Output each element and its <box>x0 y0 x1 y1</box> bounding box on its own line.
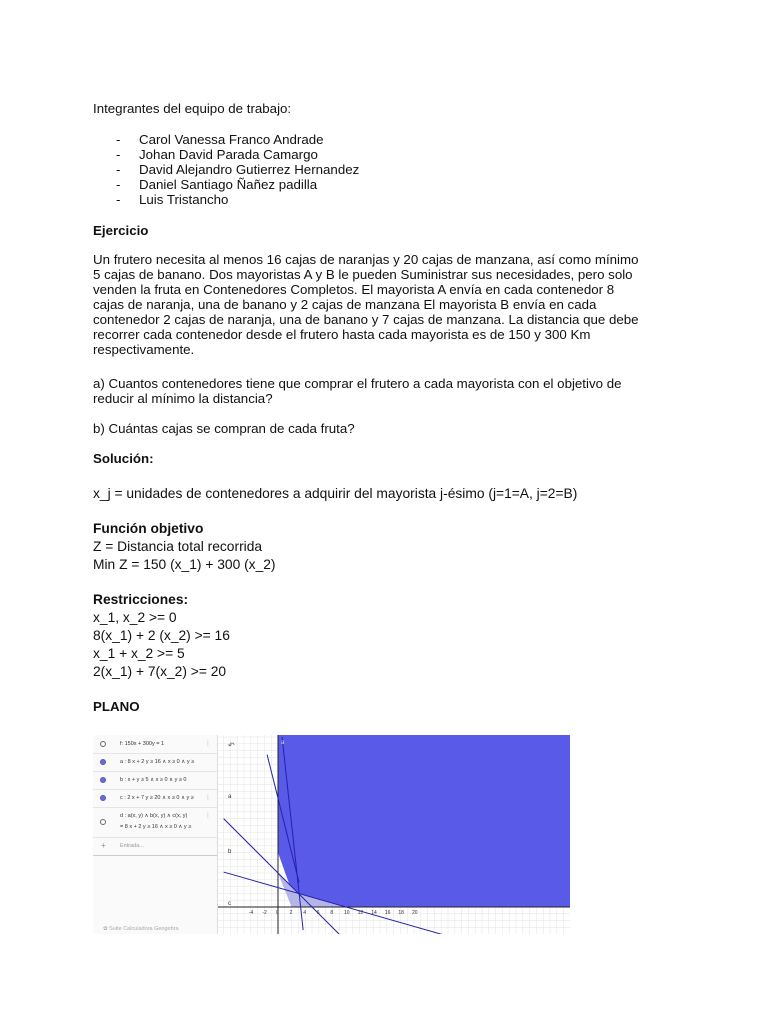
algebra-row[interactable] <box>93 753 217 772</box>
member-name: Luis Tristancho <box>139 192 229 207</box>
x-tick-label: 16 <box>384 910 391 916</box>
algebra-row[interactable] <box>93 789 217 808</box>
constraint-line: x_1, x_2 >= 0 <box>93 610 177 625</box>
x-tick-label: 20 <box>412 910 418 916</box>
algebra-panel <box>93 735 218 934</box>
x-tick-label: 18 <box>398 910 404 916</box>
algebra-expression: f: 150x + 300y = 1 <box>120 741 165 747</box>
statement-line: venden la fruta en Contenedores Completos. El mayorista A envía en cada contenedor 8 <box>93 282 615 297</box>
algebra-expression: d : a(x, y) ∧ b(x, y) ∧ c(x, y) <box>120 813 188 819</box>
x-tick-label: 4 <box>303 910 306 916</box>
x-tick-label: 12 <box>357 910 364 916</box>
constraints-heading: Restricciones: <box>93 592 189 607</box>
x-tick-label: 2 <box>289 910 293 916</box>
more-menu-icon[interactable]: ⋮ <box>205 813 211 819</box>
statement-line: 5 cajas de banano. Dos mayoristas A y B le pueden Suministrar sus necesidades, pero solo <box>93 267 633 282</box>
bullet-dash: - <box>116 147 121 162</box>
x-tick-label: -4 <box>248 910 254 916</box>
visibility-toggle-icon[interactable] <box>100 795 106 801</box>
question-line: a) Cuantos contenedores tiene que comprar el frutero a cada mayorista con el objetivo de <box>93 376 622 391</box>
question-line: reducir al mínimo la distancia? <box>93 391 273 406</box>
plane-heading: PLANO <box>93 699 140 714</box>
x-tick-label: -2 <box>262 910 267 916</box>
question-b: b) Cuántas cajas se compran de cada fruta? <box>93 421 355 436</box>
statement-line: cajas de naranja, una de banano y 2 cajas de manzana El mayorista B envía en cada <box>93 297 597 312</box>
plus-icon[interactable]: + <box>101 841 106 850</box>
constraint-line: x_1 + x_2 >= 5 <box>93 646 185 661</box>
algebra-row[interactable] <box>93 807 217 838</box>
x-tick-label: 0 <box>276 910 279 916</box>
statement-line: recorrer cada contenedor desde el frutero hasta cada mayorista es de 150 y 300 Km <box>93 327 591 342</box>
x-tick-label: 8 <box>330 910 334 916</box>
constraint-line: 2(x_1) + 7(x_2) >= 20 <box>93 664 227 679</box>
y-axis-letter: a <box>281 740 285 746</box>
graphics-view[interactable] <box>218 735 570 934</box>
algebra-expression: b : x + y ≥ 5 ∧ x ≥ 0 ∧ y ≥ 0 <box>120 777 187 783</box>
team-heading: Integrantes del equipo de trabajo: <box>93 101 292 116</box>
undo-icon[interactable]: ↶ <box>228 741 235 750</box>
algebra-row[interactable] <box>93 735 217 754</box>
footer-label: Suite Calculadora Geogebra <box>109 926 179 932</box>
bullet-dash: - <box>116 177 121 192</box>
objective-heading: Función objetivo <box>93 521 204 536</box>
app-footer <box>103 926 179 932</box>
x-tick-label: 10 <box>344 910 350 916</box>
bullet-dash: - <box>116 192 121 207</box>
more-menu-icon[interactable]: ⋮ <box>205 795 211 801</box>
objective-line: Min Z = 150 (x_1) + 300 (x_2) <box>93 557 276 572</box>
visibility-toggle-icon[interactable] <box>100 819 106 825</box>
more-menu-icon[interactable]: ⋮ <box>205 741 211 747</box>
statement-line: contenedor 2 cajas de naranja, una de banano y 7 cajas de manzana. La distancia que debe <box>93 312 639 327</box>
algebra-expression-value: = 8 x + 2 y ≥ 16 ∧ x ≥ 0 ∧ y ≥ <box>120 824 192 830</box>
variable-definition: x_j = unidades de contenedores a adquirir del mayorista j-ésimo (j=1=A, j=2=B) <box>93 486 578 501</box>
geogebra-logo-icon: ✿ <box>103 926 110 932</box>
algebra-expression: a : 8 x + 2 y ≥ 16 ∧ x ≥ 0 ∧ y ≥ <box>120 759 195 765</box>
exercise-heading: Ejercicio <box>93 223 149 238</box>
member-name: Johan David Parada Camargo <box>139 147 318 162</box>
bullet-dash: - <box>116 162 121 177</box>
line-label-c: c <box>228 901 231 907</box>
line-label-a: a <box>228 794 232 800</box>
exercise-statement <box>93 252 693 357</box>
visibility-toggle-icon[interactable] <box>100 741 106 747</box>
geogebra-screenshot <box>93 735 570 934</box>
x-tick-label: 14 <box>371 910 377 916</box>
algebra-expression: c : 2 x + 7 y ≥ 20 ∧ x ≥ 0 ∧ y ≥ <box>120 795 194 801</box>
visibility-toggle-icon[interactable] <box>100 759 106 765</box>
constraint-line: 8(x_1) + 2 (x_2) >= 16 <box>93 628 230 643</box>
line-label-b: b <box>228 849 232 855</box>
algebra-input[interactable]: Entrada... <box>120 843 144 849</box>
statement-line: Un frutero necesita al menos 16 cajas de naranjas y 20 cajas de manzana, así como mínimo <box>93 252 639 267</box>
objective-line: Z = Distancia total recorrida <box>93 539 263 554</box>
member-name: David Alejandro Gutierrez Hernandez <box>139 162 360 177</box>
algebra-input-row[interactable] <box>93 837 217 856</box>
member-name: Daniel Santiago Ñañez padilla <box>139 177 318 192</box>
visibility-toggle-icon[interactable] <box>100 777 106 783</box>
feasible-region <box>278 735 570 907</box>
statement-line: respectivamente. <box>93 342 195 357</box>
question-a <box>93 376 693 406</box>
solution-heading: Solución: <box>93 451 154 466</box>
x-tick-label: 6 <box>316 910 320 916</box>
member-name: Carol Vanessa Franco Andrade <box>139 132 324 147</box>
algebra-row[interactable] <box>93 771 217 790</box>
bullet-dash: - <box>116 132 121 147</box>
